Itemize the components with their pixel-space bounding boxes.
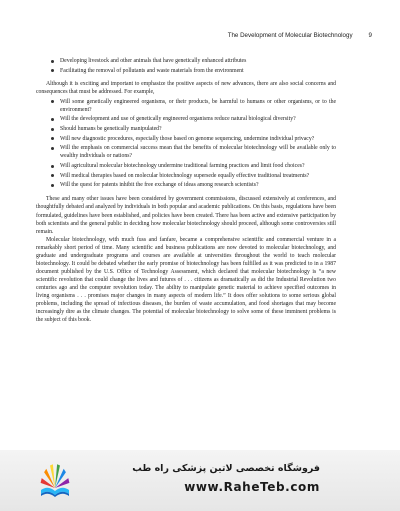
logo-ray	[55, 478, 69, 488]
running-title: The Development of Molecular Biotechnology	[227, 31, 353, 39]
logo-ray	[55, 464, 60, 488]
list-item: Developing livestock and other animals that have genetically enhanced attributes	[60, 57, 336, 65]
banner-url[interactable]: www.RaheTeb.com	[184, 480, 320, 494]
intro-paragraph: Although it is exciting and important to emphasize the positive aspects of new advances, there are also social concerns and consequences that must be addressed. For example,	[36, 80, 336, 95]
list-item: Will some genetically engineered organisms, or their products, be harmful to humans or other organisms, or to the environment?	[60, 98, 336, 113]
publisher-banner	[0, 450, 400, 511]
bullet-list-continued	[60, 57, 336, 75]
list-item: Facilitating the removal of pollutants and waste materials from the environment	[60, 67, 336, 75]
banner-title: فروشگاه تخصصی لاتین پزشکی راه طب	[132, 463, 320, 474]
list-item: Will the emphasis on commercial success mean that the benefits of molecular biotechnology will be available only to wealthy individuals or nations?	[60, 145, 336, 160]
paragraph: Molecular biotechnology, with much fuss and fanfare, became a comprehensive scientific and commercial venture in a remarkably short period of time. Many scientific and business publications are now devoted to molecular biotechnology, and graduate and undergraduate programs and courses are available at universities throughout the world to teach molecular biotechnology. It could be debated whether the early promise of biotechnology has been fulfilled as it was predicted to in a 1987 document published by the U.S. Office of Technology Assessment, which declared that molecular biotechnology is “a new scientific revolution that could change the lives and futures of . . . citizens as dramatically as did the Industrial Revolution two centuries ago and the computer revolution today. The ability to manipulate genetic material to achieve specified outcomes in living organisms . . . promises major changes in many aspects of modern life.” It does offer solutions to some serious global problems, including the spread of infectious diseases, the burden of waste accumulation, and food shortages that may become increasingly dire as the climate changes. The potential of molecular biotechnology to solve some of these imminent problems is the subject of this book.	[36, 236, 336, 324]
page-number: 9	[368, 31, 372, 39]
list-item: Will medical therapies based on molecular biotechnology supersede equally effective traditional treatments?	[60, 172, 336, 180]
list-item: Will the development and use of genetically engineered organisms reduce natural biological diversity?	[60, 115, 336, 123]
logo-ray	[41, 478, 55, 488]
list-item: Will the quest for patents inhibit the free exchange of ideas among research scientists?	[60, 181, 336, 189]
list-item: Will agricultural molecular biotechnology undermine traditional farming practices and limit food choices?	[60, 162, 336, 170]
concerns-list	[60, 98, 336, 190]
logo-ray	[50, 464, 55, 488]
list-item: Should humans be genetically manipulated?	[60, 125, 336, 133]
open-book-rainbow-icon	[38, 460, 72, 500]
paragraph: These and many other issues have been considered by government commissions, discussed extensively at conferences, and thoughtfully debated and analyzed by individuals in both popular and academic publications. On this basis, regulations have been formulated, guidelines have been established, and policies have been created. There has been active and extensive participation by both scientists and the general public in deciding how molecular biotechnology should proceed, although some controversies still remain.	[36, 196, 336, 235]
running-head	[0, 27, 372, 43]
page-body	[36, 57, 336, 324]
list-item: Will new diagnostic procedures, especially those based on genome sequencing, undermine individual privacy?	[60, 135, 336, 143]
